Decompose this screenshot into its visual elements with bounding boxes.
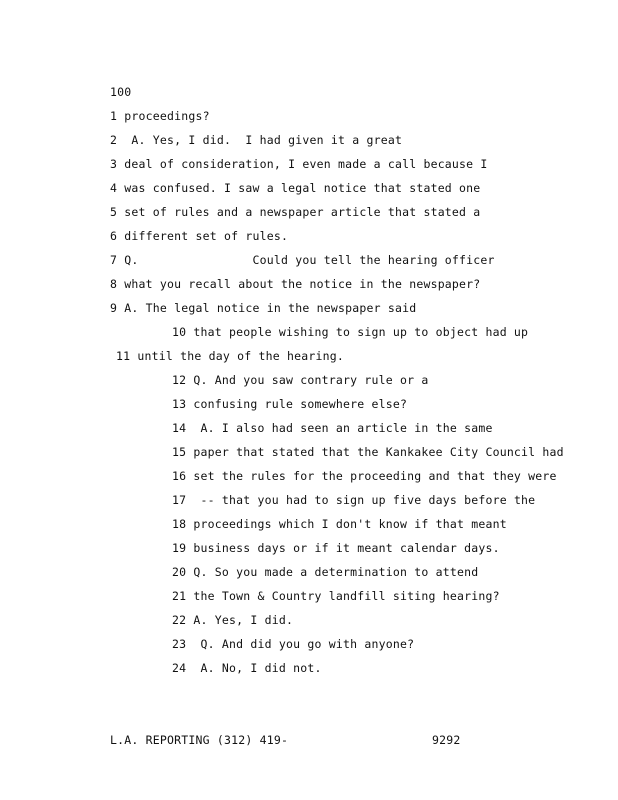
transcript-line (172, 565, 478, 579)
line-number: 9 (110, 301, 118, 315)
transcript-line (110, 253, 495, 267)
transcript-line (172, 517, 507, 531)
line-number: 16 (172, 469, 187, 483)
line-text: Q. Could you tell the hearing officer (124, 253, 495, 267)
line-text: that people wishing to sign up to object had up (193, 325, 529, 339)
transcript-line (172, 373, 428, 387)
line-text: deal of consideration, I even made a call because I (124, 157, 488, 171)
line-number: 10 (172, 325, 187, 339)
line-text: -- that you had to sign up five days before the (200, 493, 536, 507)
transcript-line (172, 325, 528, 339)
line-text: business days or if it meant calendar days. (193, 541, 500, 555)
line-number: 6 (110, 229, 118, 243)
line-number: 20 (172, 565, 187, 579)
line-number: 2 (110, 133, 118, 147)
line-number: 14 (172, 421, 187, 435)
line-text: set of rules and a newspaper article that stated a (124, 205, 481, 219)
transcript-line (116, 349, 344, 363)
reporter-footer-left: L.A. REPORTING (312) 419- (110, 733, 289, 747)
line-text: A. The legal notice in the newspaper said (124, 301, 417, 315)
line-number: 5 (110, 205, 118, 219)
line-text: Q. And you saw contrary rule or a (193, 373, 429, 387)
line-number: 13 (172, 397, 187, 411)
transcript-line (172, 469, 557, 483)
transcript-line (172, 493, 535, 507)
line-number: 17 (172, 493, 187, 507)
line-number: 3 (110, 157, 118, 171)
line-text: proceedings which I don't know if that meant (193, 517, 507, 531)
transcript-line (110, 133, 402, 147)
line-text: A. Yes, I did. I had given it a great (131, 133, 403, 147)
line-number: 18 (172, 517, 187, 531)
page-number: 100 (110, 85, 132, 99)
line-number: 12 (172, 373, 187, 387)
transcript-line (172, 613, 293, 627)
transcript-line (172, 589, 500, 603)
transcript-line (110, 181, 480, 195)
line-number: 24 (172, 661, 187, 675)
reporter-footer-right: 9292 (432, 733, 461, 747)
transcript-line (172, 421, 493, 435)
line-text: A. I also had seen an article in the same (200, 421, 493, 435)
line-text: set the rules for the proceeding and that they were (193, 469, 557, 483)
line-text: proceedings? (124, 109, 210, 123)
transcript-line (110, 205, 480, 219)
line-number: 1 (110, 109, 118, 123)
transcript-line (110, 301, 416, 315)
line-number: 21 (172, 589, 187, 603)
line-number: 22 (172, 613, 187, 627)
line-number: 15 (172, 445, 187, 459)
line-text: Q. So you made a determination to attend (193, 565, 479, 579)
transcript-line (172, 661, 322, 675)
transcript-line (172, 541, 500, 555)
transcript-line (110, 109, 210, 123)
line-text: paper that stated that the Kankakee City Council had (193, 445, 564, 459)
line-number: 7 (110, 253, 118, 267)
line-text: different set of rules. (124, 229, 289, 243)
line-text: until the day of the hearing. (137, 349, 344, 363)
line-number: 11 (116, 349, 131, 363)
line-text: A. No, I did not. (200, 661, 322, 675)
line-number: 8 (110, 277, 118, 291)
line-text: the Town & Country landfill siting hearing? (193, 589, 500, 603)
line-text: was confused. I saw a legal notice that stated one (124, 181, 481, 195)
transcript-line (172, 397, 407, 411)
transcript-line (172, 445, 564, 459)
line-text: confusing rule somewhere else? (193, 397, 408, 411)
line-text: A. Yes, I did. (193, 613, 294, 627)
transcript-line (172, 637, 414, 651)
line-number: 4 (110, 181, 118, 195)
transcript-line (110, 277, 480, 291)
line-number: 23 (172, 637, 187, 651)
line-text: Q. And did you go with anyone? (200, 637, 415, 651)
line-text: what you recall about the notice in the newspaper? (124, 277, 481, 291)
transcript-line (110, 157, 488, 171)
line-number: 19 (172, 541, 187, 555)
transcript-line (110, 229, 288, 243)
